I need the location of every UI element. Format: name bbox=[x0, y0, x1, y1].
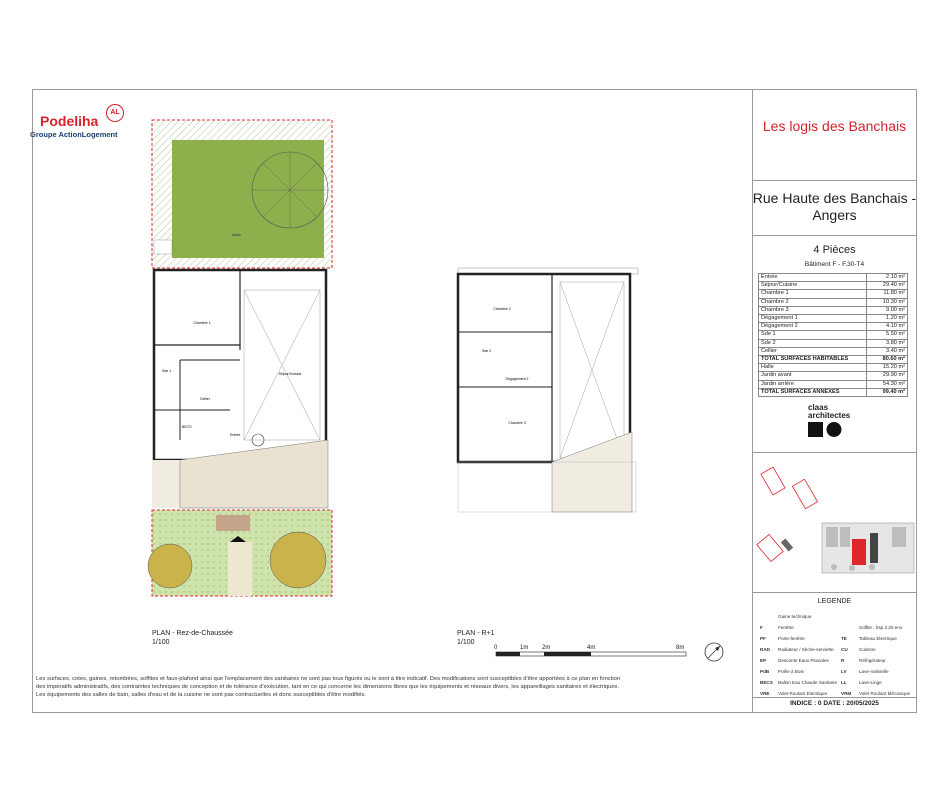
plan-ground-floor bbox=[140, 110, 340, 630]
project-title: Les logis des Banchais bbox=[762, 118, 907, 134]
legend-label: Porte-fenêtre bbox=[778, 636, 805, 641]
legend-table bbox=[758, 611, 912, 699]
legend-label: Ballon Eau Chaude Sanitaire bbox=[778, 680, 837, 685]
legend-key: RAD bbox=[760, 647, 770, 652]
room-label-chambre2: Chambre 2 bbox=[493, 307, 511, 311]
room-label-sde2: Sde 2 bbox=[482, 349, 492, 353]
surface-row bbox=[759, 372, 908, 380]
surface-value: 10.30 m² bbox=[867, 298, 908, 306]
legend-key2: R bbox=[841, 658, 845, 663]
surface-row bbox=[759, 380, 908, 388]
room-label-degagement2: Dégagement 2 bbox=[505, 377, 529, 381]
legend-key bbox=[758, 611, 776, 622]
project-address: Rue Haute des Banchais - Angers bbox=[752, 190, 917, 223]
surface-row bbox=[759, 306, 908, 314]
surface-row bbox=[759, 298, 908, 306]
brand-badge: AL bbox=[106, 104, 124, 122]
unit-pieces: 4 Pièces bbox=[813, 244, 856, 256]
legend-key: EP bbox=[760, 658, 767, 663]
legend-label2: Tableau Electrique bbox=[859, 636, 897, 641]
brand-group: Groupe ActionLogement bbox=[30, 130, 118, 139]
legend-label2: Lave-Vaisselle bbox=[859, 669, 889, 674]
legend-label: Radiateur / Sèche-serviette bbox=[778, 647, 834, 652]
surface-row bbox=[759, 315, 908, 323]
legend-row bbox=[758, 633, 912, 644]
surface-row bbox=[759, 331, 908, 339]
north-arrow-icon bbox=[703, 641, 725, 663]
revision-info: INDICE : 0 DATE : 20/05/2025 bbox=[790, 700, 879, 707]
legend-key2: LL bbox=[841, 680, 847, 685]
legend-row bbox=[758, 622, 912, 633]
surface-value: 54.30 m² bbox=[867, 380, 908, 388]
surface-value: 4.10 m² bbox=[867, 323, 908, 331]
legend-label2: Volet Roulant Mécanique bbox=[859, 691, 911, 696]
architect-line2: architectes bbox=[808, 411, 851, 420]
surface-row bbox=[759, 339, 908, 347]
room-label-becs: BECS bbox=[182, 425, 192, 429]
legend-label: Gaine technique bbox=[778, 614, 812, 619]
scale-tick-1: 1m bbox=[520, 645, 529, 651]
scale-tick-4: 8m bbox=[676, 645, 685, 651]
disclaimer-line: Les équipements des salles de bain, salles d'eau et de la cuisine ne sont pas contractuelles et donc susceptibles d'être modifiés. bbox=[36, 692, 366, 698]
legend-title: LEGENDE bbox=[817, 598, 852, 605]
legend-label2: Soffite : hsp 2.20 env. bbox=[859, 625, 904, 630]
legend-key2: CU bbox=[841, 647, 848, 652]
room-label-cellier: Cellier bbox=[200, 397, 210, 401]
site-key-plan bbox=[752, 453, 917, 588]
surface-value: 1.20 m² bbox=[867, 315, 908, 323]
surface-label: Cellier bbox=[759, 347, 867, 355]
legend-key: VRE bbox=[760, 691, 770, 696]
surface-label: TOTAL SURFACES HABITABLES bbox=[759, 356, 867, 364]
surface-value: 29.90 m² bbox=[867, 372, 908, 380]
legend-key: F bbox=[760, 625, 763, 630]
surface-row bbox=[759, 274, 908, 282]
room-label-sde1: Sde 1 bbox=[162, 369, 172, 373]
divider bbox=[752, 697, 917, 698]
architect-mark-icon bbox=[808, 422, 842, 438]
unit-batiment: Bâtiment F - F.30-T4 bbox=[804, 261, 865, 268]
room-label-entree: Entrée bbox=[230, 433, 241, 437]
surface-label: TOTAL SURFACES ANNEXES bbox=[759, 388, 867, 396]
surface-value: 99.40 m² bbox=[867, 388, 908, 396]
legend-label: Descente Eaux Pluviales bbox=[778, 658, 829, 663]
legend-row bbox=[758, 644, 912, 655]
architect-line1: claas bbox=[808, 403, 829, 412]
room-label-sejour: Séjour/Cuisine bbox=[278, 372, 302, 376]
surface-row bbox=[759, 356, 908, 364]
legend-key: PdB bbox=[760, 669, 770, 674]
surface-label: Jardin avant bbox=[759, 372, 867, 380]
surface-value: 80.60 m² bbox=[867, 356, 908, 364]
surfaces-table bbox=[758, 273, 908, 397]
surface-label: Dégagement 1 bbox=[759, 315, 867, 323]
surface-value: 3.80 m² bbox=[867, 339, 908, 347]
legend-label2: Lave-Linge bbox=[859, 680, 882, 685]
legend-key2: LV bbox=[841, 669, 847, 674]
surface-value: 11.80 m² bbox=[867, 290, 908, 298]
disclaimer-line: des impératifs administratifs, des contraintes techniques de conception et de tolérance d'exécution, tant en ce qui concerne les dimensions libres que les équipements et réseaux divers, les appareillages sanitaires et électriques. bbox=[36, 684, 620, 690]
surface-row bbox=[759, 282, 908, 290]
surface-value: 3.40 m² bbox=[867, 347, 908, 355]
surface-label: Dégagement 2 bbox=[759, 323, 867, 331]
plan-ground-name: PLAN - Rez-de-Chaussée bbox=[152, 630, 233, 637]
surface-value: 15.20 m² bbox=[867, 364, 908, 372]
surface-value: 2.10 m² bbox=[867, 274, 908, 282]
legend-key: PF bbox=[760, 636, 766, 641]
disclaimer-line: Les surfaces, cotes, gaines, retombées, soffites et faux-plafond ainsi que l'emplacement des sanitaires ne sont pas tous figurés ou le sont à titre indicatif. Des modifications sont susceptibles d'être apportées à ce plan en fonction bbox=[36, 676, 621, 682]
divider bbox=[752, 180, 917, 181]
surface-row bbox=[759, 323, 908, 331]
plan-first-name: PLAN - R+1 bbox=[457, 630, 495, 637]
surface-row bbox=[759, 364, 908, 372]
legend-row bbox=[758, 655, 912, 666]
surface-value: 29.40 m² bbox=[867, 282, 908, 290]
legend-row bbox=[758, 677, 912, 688]
legend-label: Fenêtre bbox=[778, 625, 794, 630]
surface-label: Sde 2 bbox=[759, 339, 867, 347]
brand-name: Podeliha bbox=[40, 113, 99, 129]
surface-label: Halle bbox=[759, 364, 867, 372]
divider bbox=[752, 592, 917, 593]
legend-key2 bbox=[839, 611, 857, 622]
room-label-chambre1: Chambre 1 bbox=[193, 321, 211, 325]
surface-row bbox=[759, 347, 908, 355]
scale-tick-2: 2m bbox=[542, 645, 551, 651]
legend-label2: Cuisson bbox=[859, 647, 876, 652]
plan-first-floor bbox=[452, 262, 642, 522]
scale-tick-3: 4m bbox=[587, 645, 596, 651]
divider bbox=[752, 235, 917, 236]
surface-row bbox=[759, 388, 908, 396]
surface-label: Jardin arrière bbox=[759, 380, 867, 388]
scale-tick-0: 0 bbox=[494, 645, 498, 651]
architect-logo bbox=[808, 404, 850, 420]
surface-label: Séjour/Cuisine bbox=[759, 282, 867, 290]
surface-label: Sde 1 bbox=[759, 331, 867, 339]
plan-first-scale: 1/100 bbox=[457, 639, 475, 646]
surface-value: 9.00 m² bbox=[867, 306, 908, 314]
legend-label: Volet Roulant Electrique bbox=[778, 691, 828, 696]
surface-label: Entrée bbox=[759, 274, 867, 282]
surface-label: Chambre 3 bbox=[759, 306, 867, 314]
legend-key2: TE bbox=[841, 636, 847, 641]
legend-row bbox=[758, 611, 912, 622]
legend-label2: Réfrigérateur bbox=[859, 658, 886, 663]
plan-ground-scale: 1/100 bbox=[152, 639, 170, 646]
legend-label2 bbox=[857, 611, 912, 622]
surface-label: Chambre 1 bbox=[759, 290, 867, 298]
surface-row bbox=[759, 290, 908, 298]
legend-key: BECS bbox=[760, 680, 773, 685]
surface-value: 5.50 m² bbox=[867, 331, 908, 339]
legend-label: Poêle à Bois bbox=[778, 669, 804, 674]
disclaimer bbox=[36, 675, 716, 699]
surface-label: Chambre 2 bbox=[759, 298, 867, 306]
legend-row bbox=[758, 666, 912, 677]
room-label-jardin: Jardin bbox=[231, 233, 241, 237]
room-label-chambre3: Chambre 3 bbox=[508, 421, 526, 425]
legend-key2 bbox=[839, 622, 857, 633]
legend-key2: VRM bbox=[841, 691, 852, 696]
